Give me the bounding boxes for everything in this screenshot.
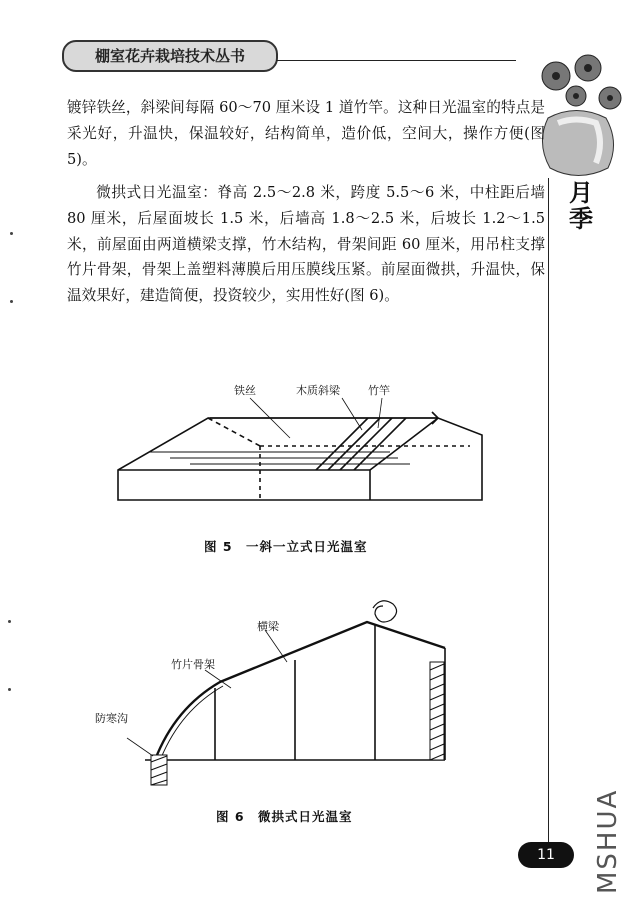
series-title: 棚室花卉栽培技术丛书 (62, 40, 278, 72)
margin-mark (10, 300, 13, 303)
section-label: 月季 (569, 178, 593, 233)
figure-5-label-wire: 铁丝 (234, 384, 256, 397)
figure-5-label-beam: 木质斜梁 (296, 384, 340, 397)
margin-mark (8, 688, 11, 691)
figure-6-caption: 图 6 微拱式日光温室 (216, 809, 353, 824)
figure-5-label-pole: 竹竿 (368, 384, 390, 397)
figure-6-label-ditch: 防寒沟 (95, 712, 128, 725)
header-rule (276, 60, 516, 61)
watermark: MSHUA (593, 788, 623, 894)
paragraph-1: 镀锌铁丝，斜梁间每隔 60～70 厘米设 1 道竹竿。这种日光温室的特点是采光好，升温快，保温较好，结构简单，造价低，空间大，操作方便(图 5)。 (67, 99, 545, 168)
paragraph-2: 微拱式日光温室：脊高 2.5～2.8 米，跨度 5.5～6 米，中柱距后墙 80 厘米，后屋面坡长 1.5 米，后墙高 1.8～2.5 米，后坡长 1.2～1.5 米，前屋面由两道横梁支撑，竹木结构，骨架间距 60 厘米，用吊柱支撑竹片骨架，骨架上盖塑料薄膜后用压膜线压紧。前屋面微拱，升温快，保温效果好，建造简便，投资较少，实用性好(图 6)。 (67, 184, 545, 305)
figure-5-caption: 图 5 一斜一立式日光温室 (204, 539, 368, 554)
margin-mark (10, 232, 13, 235)
margin-mark (8, 620, 11, 623)
margin-rule (548, 178, 549, 868)
figure-6-label-crossbeam: 横梁 (257, 620, 279, 633)
figure-6-label-bamboo: 竹片骨架 (171, 658, 215, 671)
figure-5-diagram (110, 378, 490, 518)
page-number: 11 (518, 842, 574, 868)
figure-6-diagram (85, 590, 465, 790)
